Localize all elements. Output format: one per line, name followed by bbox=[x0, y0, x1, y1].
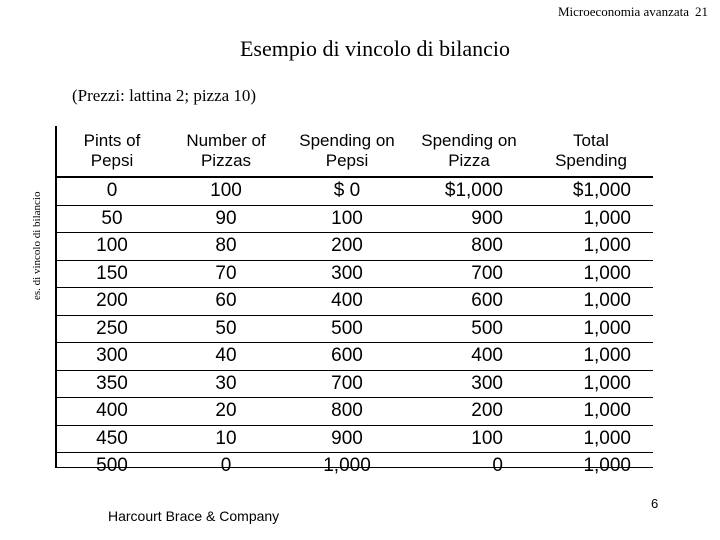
table-cell: 300 bbox=[409, 370, 529, 398]
publisher-footer: Harcourt Brace & Company bbox=[108, 508, 280, 524]
table-cell: 500 bbox=[409, 315, 529, 343]
page-number: 6 bbox=[651, 496, 659, 511]
table-cell: 500 bbox=[285, 315, 409, 343]
table-header-row bbox=[57, 126, 653, 177]
table-cell: 500 bbox=[96, 455, 128, 477]
column-header: Spending on Pizza bbox=[409, 126, 529, 177]
table-cell: 600 bbox=[409, 288, 529, 316]
table-cell: 1,000 bbox=[529, 260, 653, 288]
table-cell: $1,000 bbox=[409, 177, 529, 205]
table-cell: 1,000 bbox=[583, 455, 631, 477]
table-cell: 90 bbox=[167, 205, 285, 233]
table-cell: 1,000 bbox=[529, 425, 653, 453]
table-cell: 800 bbox=[285, 398, 409, 426]
table-cell: 900 bbox=[285, 425, 409, 453]
budget-table-frame bbox=[55, 126, 653, 477]
table-cell: 1,000 bbox=[529, 288, 653, 316]
table-cell: 900 bbox=[409, 205, 529, 233]
slide-header bbox=[558, 4, 708, 20]
table-cell: 200 bbox=[409, 398, 529, 426]
table-body bbox=[57, 177, 653, 480]
table-row bbox=[57, 315, 653, 343]
table-cell: 0 bbox=[220, 455, 232, 477]
column-header: Number of Pizzas bbox=[167, 126, 285, 177]
course-name: Microeconomia avanzata bbox=[557, 4, 689, 19]
table-cell: 0 bbox=[492, 455, 503, 477]
table-cell: 1,000 bbox=[529, 233, 653, 261]
table-row bbox=[57, 260, 653, 288]
table-cell: $ 0 bbox=[285, 177, 409, 205]
column-header: Pints of Pepsi bbox=[57, 126, 167, 177]
table-row bbox=[57, 398, 653, 426]
table-cell: 600 bbox=[285, 343, 409, 371]
table-cell: 60 bbox=[167, 288, 285, 316]
prices-subtitle: (Prezzi: lattina 2; pizza 10) bbox=[72, 86, 257, 105]
table-cell: 50 bbox=[167, 315, 285, 343]
table-cell: 400 bbox=[285, 288, 409, 316]
table-row bbox=[57, 288, 653, 316]
table-cell: $1,000 bbox=[529, 177, 653, 205]
side-label: es. di vincolo di bilancio bbox=[31, 191, 43, 300]
table-cell: 300 bbox=[57, 343, 167, 371]
table-cell: 350 bbox=[57, 370, 167, 398]
table-cell: 200 bbox=[57, 288, 167, 316]
table-cell: 70 bbox=[167, 260, 285, 288]
table-cell: 100 bbox=[167, 177, 285, 205]
table-cell: 20 bbox=[167, 398, 285, 426]
table-cell: 1,000 bbox=[529, 398, 653, 426]
column-header: Total Spending bbox=[529, 126, 653, 177]
table-cell: 1,000 bbox=[529, 205, 653, 233]
table-row bbox=[57, 233, 653, 261]
page-title: Esempio di vincolo di bilancio bbox=[239, 36, 511, 61]
table-cell: 450 bbox=[57, 425, 167, 453]
table-cell: 300 bbox=[285, 260, 409, 288]
table-cell: 80 bbox=[167, 233, 285, 261]
table-cell: 1,000 bbox=[323, 455, 371, 477]
table-cell: 40 bbox=[167, 343, 285, 371]
table-row bbox=[57, 370, 653, 398]
table-row bbox=[57, 205, 653, 233]
table-cell: 1,000 bbox=[529, 370, 653, 398]
table-cell: 800 bbox=[409, 233, 529, 261]
table-cell: 0 bbox=[57, 177, 167, 205]
table-cell: 50 bbox=[57, 205, 167, 233]
table-cell: 10 bbox=[167, 425, 285, 453]
table-row bbox=[57, 453, 653, 480]
table-cell: 100 bbox=[285, 205, 409, 233]
table-cell: 400 bbox=[57, 398, 167, 426]
table-cell: 400 bbox=[409, 343, 529, 371]
table-cell: 100 bbox=[409, 425, 529, 453]
table-cell: 700 bbox=[285, 370, 409, 398]
table-cell: 30 bbox=[167, 370, 285, 398]
table-cell: 150 bbox=[57, 260, 167, 288]
table-cell: 200 bbox=[285, 233, 409, 261]
table-cell: 100 bbox=[57, 233, 167, 261]
table-cell: 1,000 bbox=[529, 315, 653, 343]
slide-number: 21 bbox=[695, 4, 708, 19]
table-cell: 1,000 bbox=[529, 343, 653, 371]
table-row bbox=[57, 425, 653, 453]
table-row bbox=[57, 177, 653, 205]
column-header: Spending on Pepsi bbox=[285, 126, 409, 177]
table-row bbox=[57, 343, 653, 371]
table-cell: 250 bbox=[57, 315, 167, 343]
budget-table bbox=[57, 126, 653, 480]
table-cell: 700 bbox=[409, 260, 529, 288]
